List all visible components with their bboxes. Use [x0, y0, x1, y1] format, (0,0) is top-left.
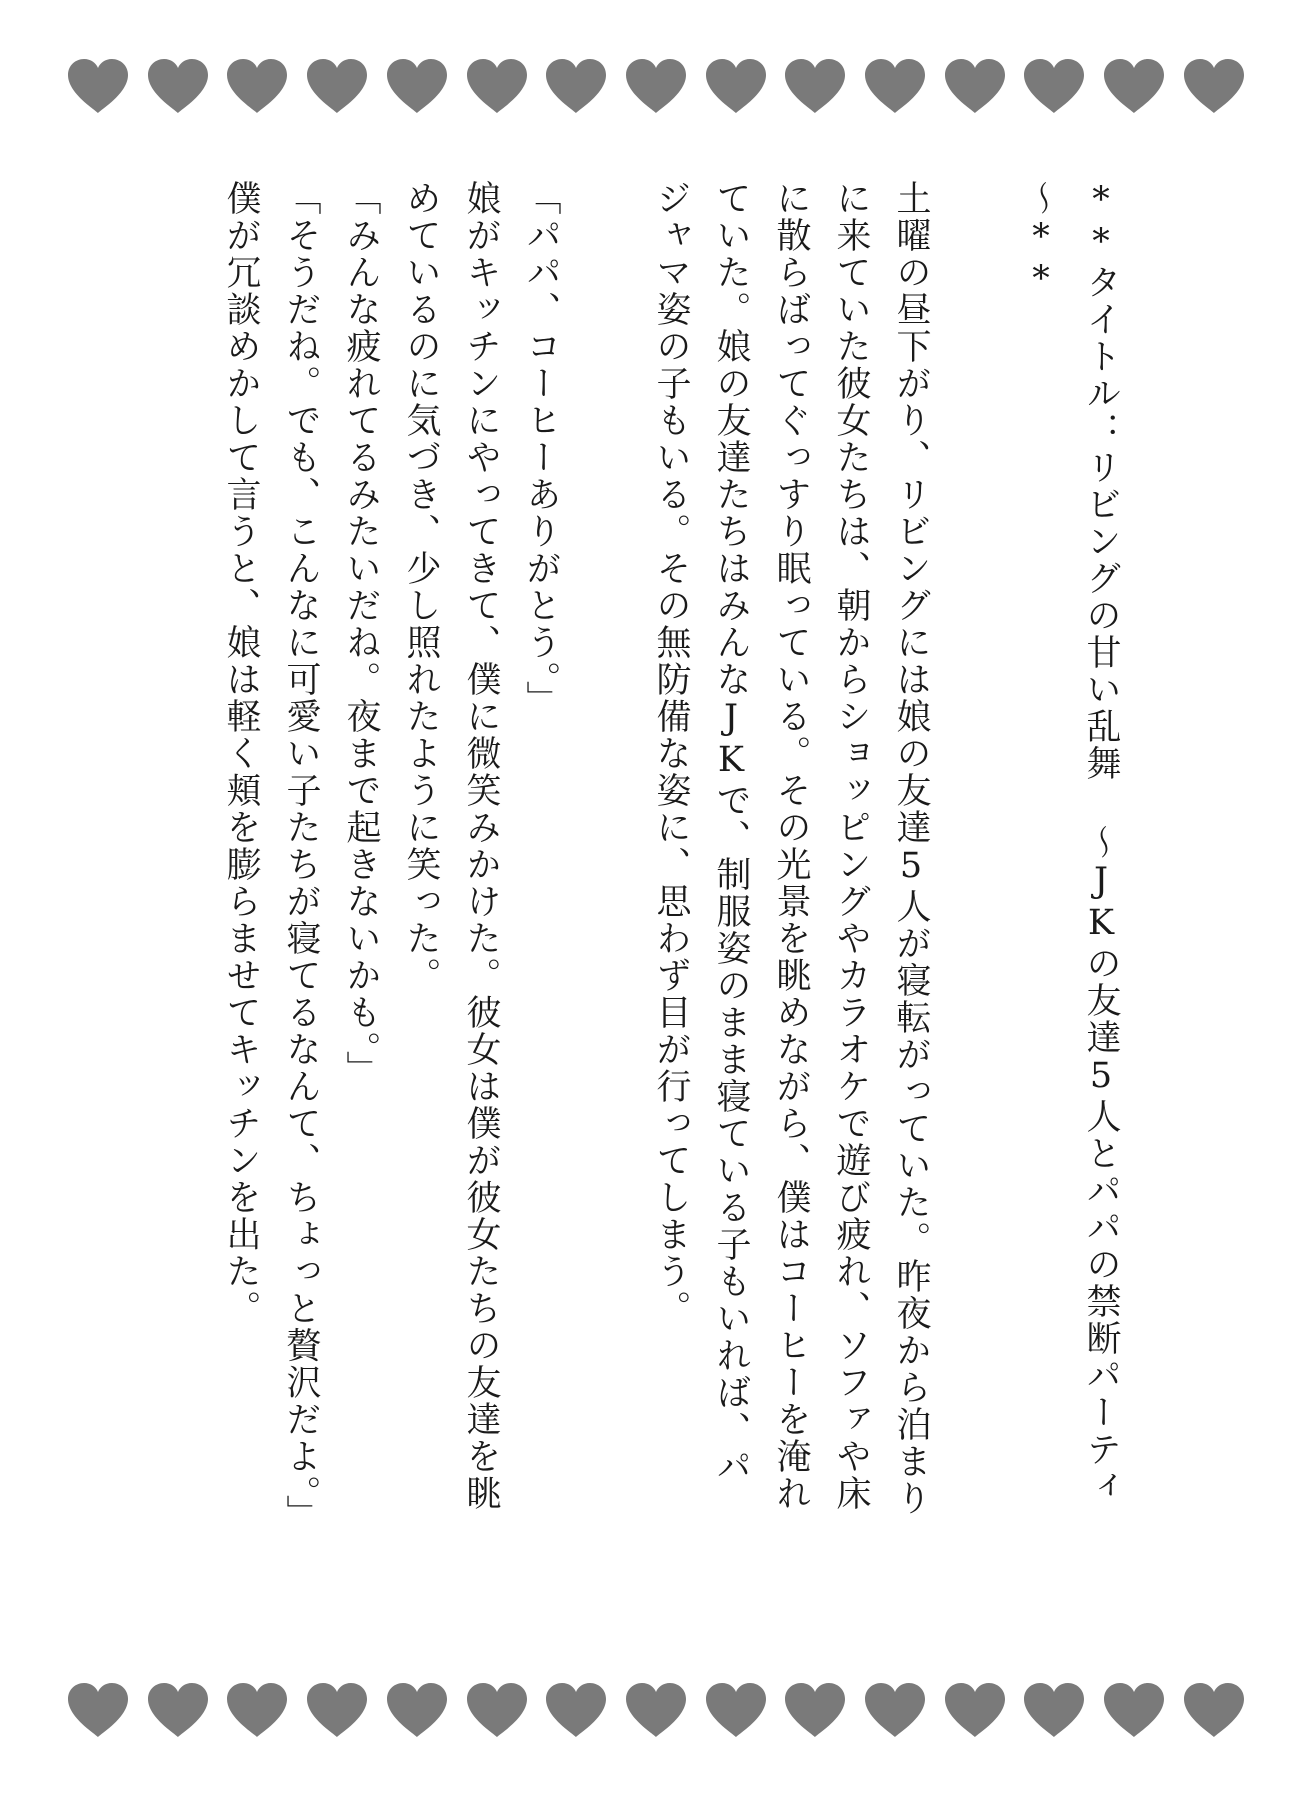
heart-icon [146, 1681, 210, 1739]
story-page [211, 180, 1131, 1532]
heart-icon [863, 1681, 927, 1739]
heart-icon [385, 1681, 449, 1739]
heart-icon [146, 57, 210, 115]
heart-icon [783, 57, 847, 115]
dialogue-line: 「そうだね。でも、こんなに可愛い子たちが寝てるなんて、ちょっと贅沢だよ。」 [281, 180, 321, 1532]
heart-icon [1182, 57, 1246, 115]
top-heart-border [66, 52, 1246, 120]
heart-icon [943, 57, 1007, 115]
bottom-heart-border [66, 1676, 1246, 1744]
story-paragraph: 土曜の昼下がり、リビングには娘の友達5人が寝転がっていた。昨夜から泊まりに来ていた彼女たちは、朝からショッピングやカラオケで遊び疲れ、ソファや床に散らばってぐっすり眠っている。その光景を眺めながら、僕はコーヒーを淹れていた。娘の友達たちはみんなJKで、制服姿のまま寝ている子もいれば、パジャマ姿の子もいる。その無防備な姿に、思わず目が行ってしまう。 [651, 180, 931, 1517]
heart-icon [465, 1681, 529, 1739]
heart-icon [305, 57, 369, 115]
heart-icon [863, 57, 927, 115]
heart-icon [544, 57, 608, 115]
heart-icon [225, 1681, 289, 1739]
heart-icon [385, 57, 449, 115]
heart-icon [544, 1681, 608, 1739]
dialogue-line: 「みんな疲れてるみたいだね。夜まで起きないかも。」 [341, 180, 381, 1088]
story-title: **タイトル：リビングの甘い乱舞 ～JKの友達5人とパパの禁断パーティ～** [1021, 180, 1121, 1505]
heart-icon [1102, 57, 1166, 115]
heart-icon [704, 1681, 768, 1739]
heart-icon [1102, 1681, 1166, 1739]
heart-icon [66, 1681, 130, 1739]
story-paragraph: 娘がキッチンにやってきて、僕に微笑みかけた。彼女は僕が彼女たちの友達を眺めているのに気づき、少し照れたように笑った。 [401, 180, 501, 1512]
heart-icon [624, 57, 688, 115]
heart-icon [943, 1681, 1007, 1739]
heart-icon [225, 57, 289, 115]
heart-icon [465, 57, 529, 115]
heart-icon [783, 1681, 847, 1739]
heart-icon [305, 1681, 369, 1739]
heart-icon [66, 57, 130, 115]
story-paragraph: 僕が冗談めかして言うと、娘は軽く頬を膨らませてキッチンを出た。 [221, 180, 261, 1327]
heart-icon [1022, 57, 1086, 115]
heart-icon [704, 57, 768, 115]
heart-icon [1022, 1681, 1086, 1739]
heart-icon [624, 1681, 688, 1739]
dialogue-line: 「パパ、コーヒーありがとう。」 [521, 180, 561, 718]
heart-icon [1182, 1681, 1246, 1739]
